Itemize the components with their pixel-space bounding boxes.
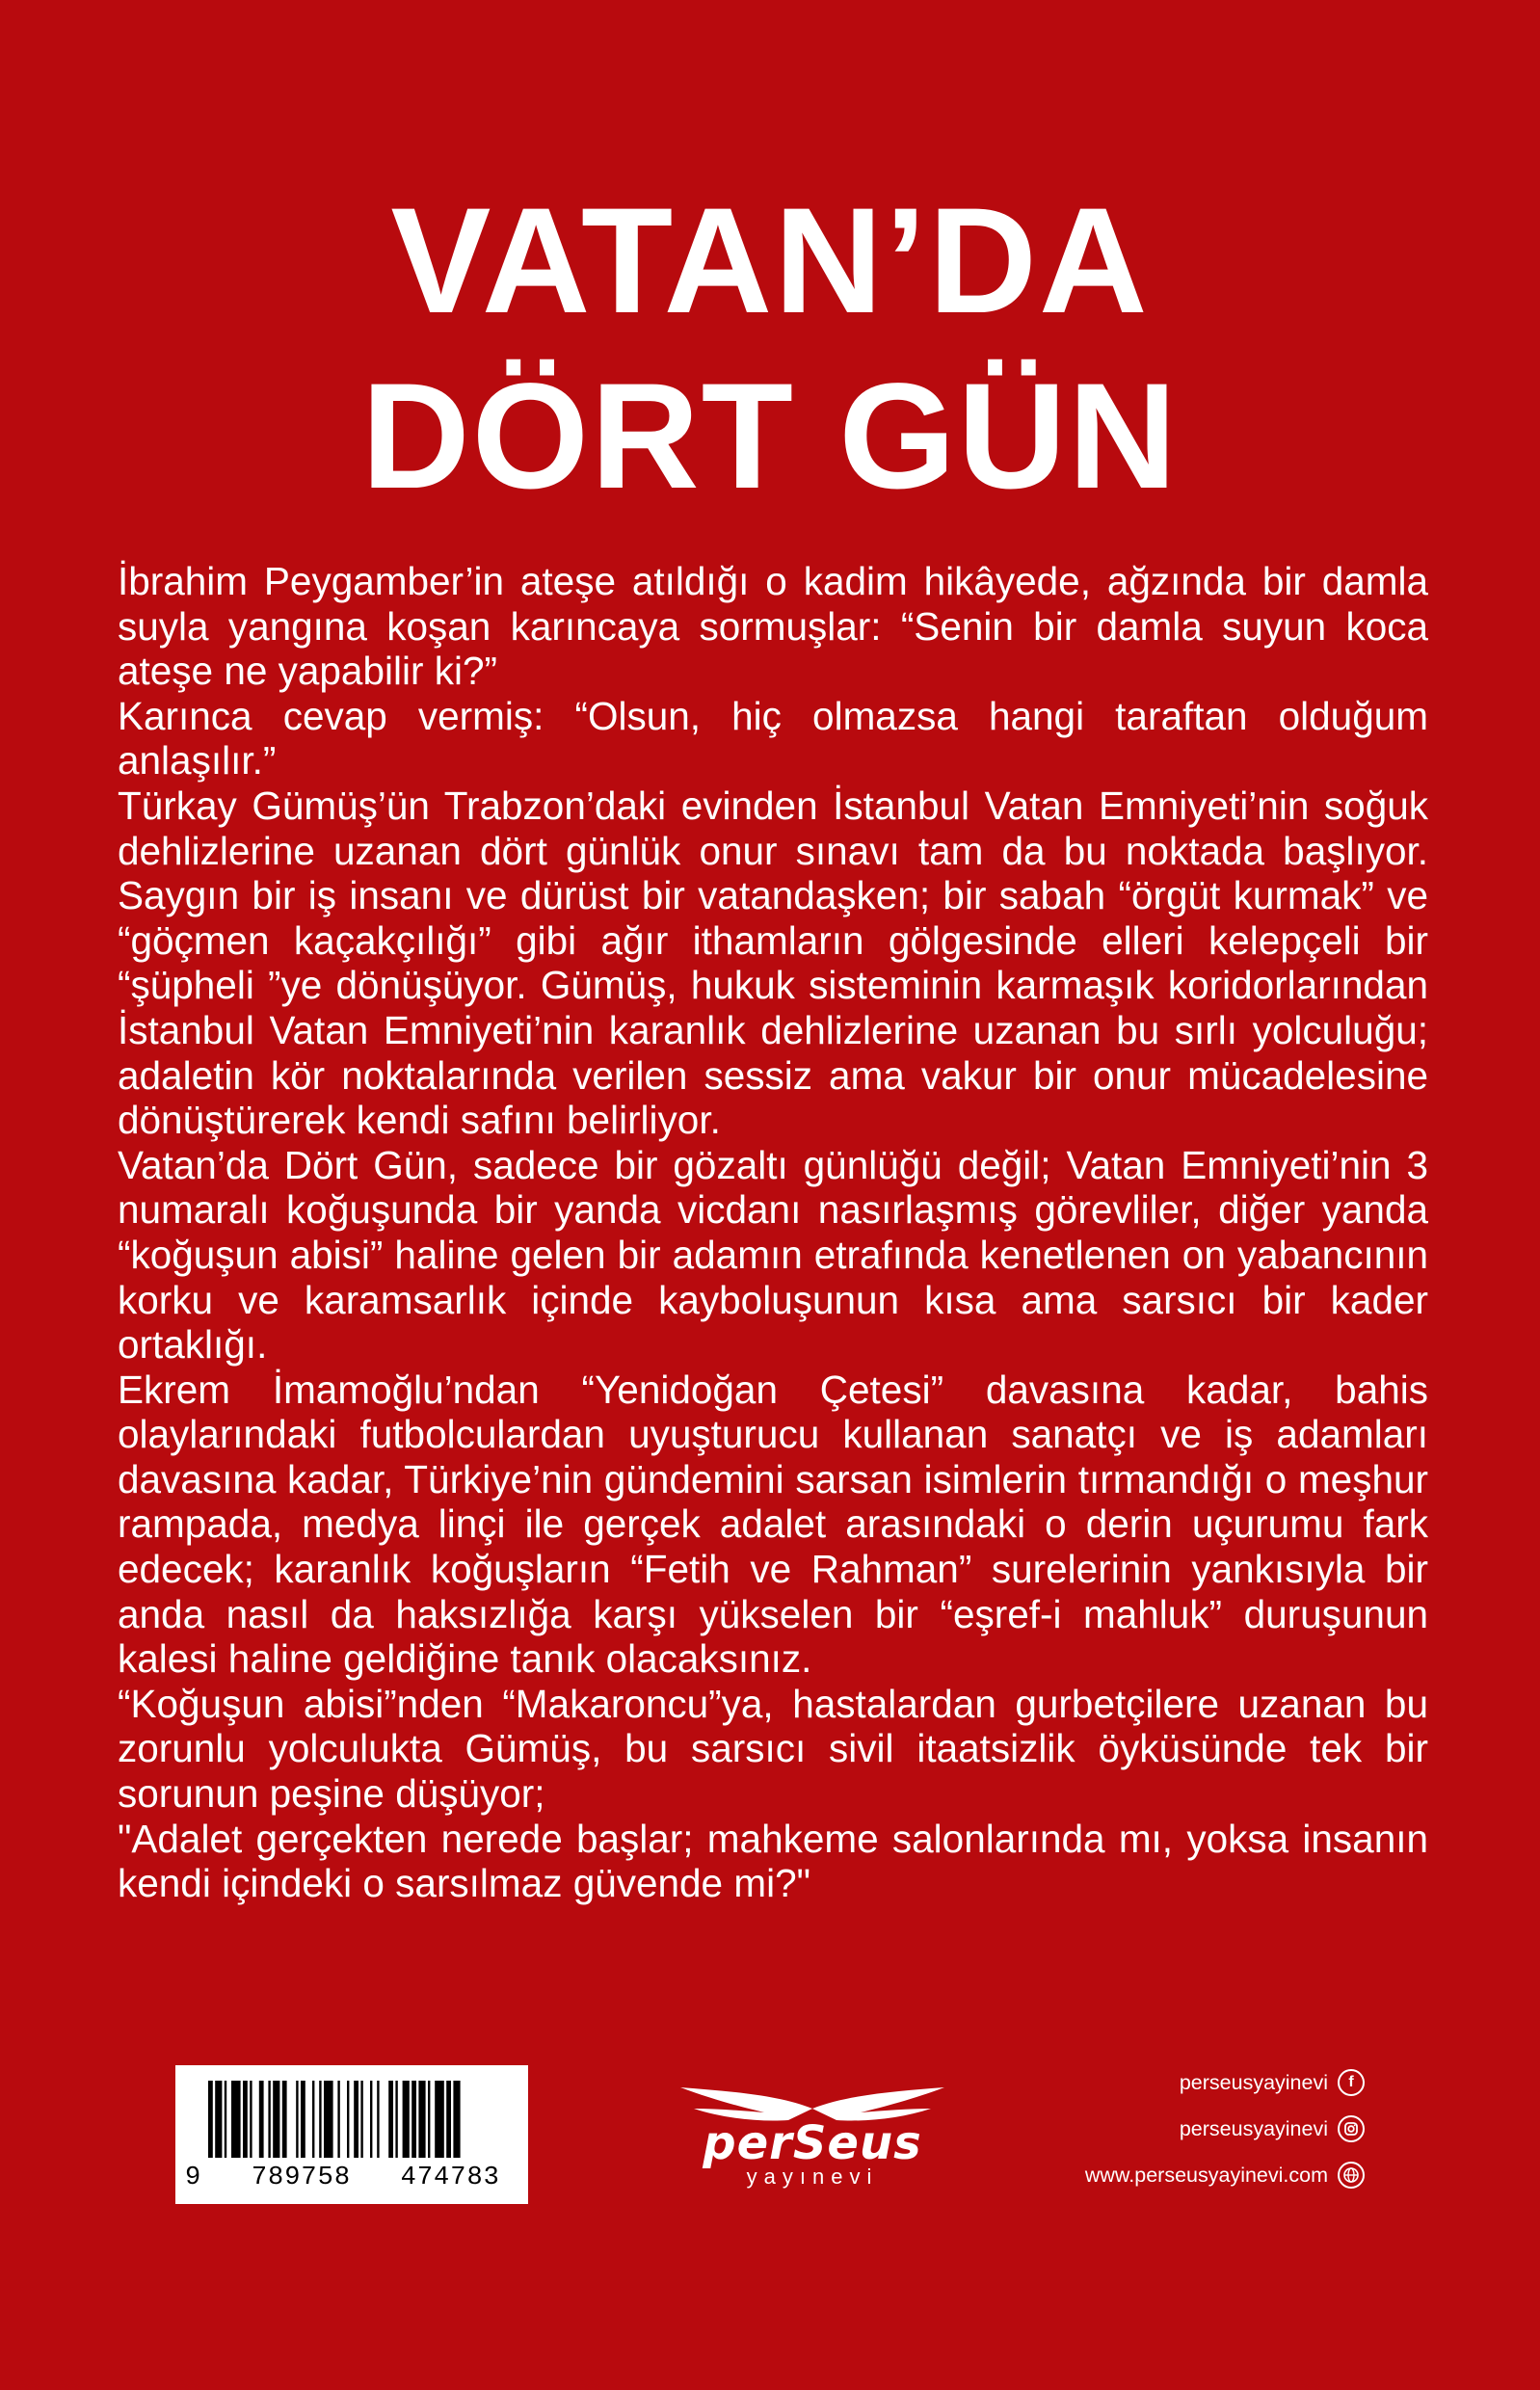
social-instagram[interactable]: [1085, 2109, 1365, 2149]
barcode-bar: [428, 2081, 430, 2158]
barcode-bar: [370, 2081, 372, 2158]
barcode-bar: [324, 2081, 333, 2158]
blurb-paragraph: Vatan’da Dört Gün, sadece bir gözaltı günlüğü değil; Vatan Emniyeti’nin 3 numaralı koğuşunda bir yanda vicdanı nasırlaşmış görevliler, diğer yanda “koğuşun abisi” haline gelen bir adamın etrafında kenetlenen on yabancının korku ve karamsarlık içinde kayboluşunun kısa ama sarsıcı bir kader ortaklığı.: [118, 1142, 1428, 1368]
title-line-1: VATAN’DA: [390, 177, 1150, 345]
barcode-bar: [418, 2081, 425, 2158]
social-website[interactable]: [1085, 2155, 1365, 2195]
barcode-bar: [231, 2081, 241, 2158]
barcode-bar: [225, 2081, 226, 2158]
blurb-quote: "Adalet gerçekten nerede başlar; mahkeme salonlarında mı, yoksa insanın kendi içindeki o sarsılmaz güvende mi?": [118, 1816, 1428, 1906]
blurb-paragraph: “Koğuşun abisi”nden “Makaroncu”ya, hastalardan gurbetçilere uzanan bu zorunlu yolculukta Gümüş, bu sarsıcı sivil itaatsizlik öyküsünde tek bir sorunun peşine düşüyor;: [118, 1681, 1428, 1817]
barcode-bar: [446, 2081, 451, 2158]
barcode-bar: [296, 2081, 298, 2158]
blurb-paragraph: İbrahim Peygamber’in ateşe atıldığı o kadim hikâyede, ağzında bir damla suyla yangına koşan karıncaya sormuşlar: “Senin bir damla suyun koca ateşe ne yapabilir ki?”: [118, 559, 1428, 694]
barcode-bar: [301, 2081, 305, 2158]
barcode-bar: [312, 2081, 314, 2158]
barcode-bar: [412, 2081, 416, 2158]
barcode-bar: [347, 2081, 349, 2158]
barcode-bar: [215, 2081, 222, 2158]
globe-icon: [1338, 2162, 1365, 2189]
barcode-bar: [360, 2081, 362, 2158]
barcode-bar: [243, 2081, 248, 2158]
isbn-group-1: 789758: [251, 2164, 352, 2192]
barcode-bar: [354, 2081, 358, 2158]
barcode-bar: [282, 2081, 287, 2158]
barcode-bar: [453, 2081, 460, 2158]
blurb-text: [118, 559, 1428, 1906]
book-title: [0, 173, 1540, 524]
isbn-first-digit: 9: [185, 2164, 202, 2192]
facebook-icon: f: [1338, 2069, 1365, 2096]
blurb-paragraph: Türkay Gümüş’ün Trabzon’daki evinden İstanbul Vatan Emniyeti’nin soğuk dehlizlerine uzanan dört günlük onur sınavı tam da bu noktada başlıyor. Saygın bir iş insanı ve dürüst bir vatandaşken; bir sabah “örgüt kurmak” ve “göçmen kaçakçılığı” gibi ağır ithamların gölgesinde elleri kelepçeli bir “şüpheli ”ye dönüşüyor. Gümüş, hukuk sisteminin karmaşık koridorlarından İstanbul Vatan Emniyeti’nin karanlık dehlizlerine uzanan bu sırlı yolculuğu; adaletin kör noktalarında verilen sessiz ama vakur bir onur mücadelesine dönüştürerek kendi safını belirliyor.: [118, 783, 1428, 1143]
barcode-bar: [403, 2081, 410, 2158]
isbn-barcode: [175, 2065, 528, 2204]
barcode-bar: [268, 2081, 270, 2158]
isbn-number: [185, 2164, 522, 2192]
barcode-bar: [388, 2081, 393, 2158]
social-facebook[interactable]: [1085, 2062, 1365, 2103]
barcode-bar: [337, 2081, 339, 2158]
social-links: [1085, 2062, 1365, 2201]
website-url[interactable]: www.perseusyayinevi.com: [1084, 2163, 1328, 2187]
publisher-logo: [673, 2082, 952, 2197]
barcode-bar: [259, 2081, 264, 2158]
barcode-bar: [377, 2081, 379, 2158]
barcode-bar: [208, 2081, 213, 2158]
instagram-icon: [1338, 2115, 1365, 2142]
barcode-bar: [319, 2081, 321, 2158]
barcode-bar: [395, 2081, 397, 2158]
title-line-2: DÖRT GÜN: [361, 353, 1179, 520]
instagram-handle[interactable]: perseusyayinevi: [1179, 2116, 1328, 2140]
publisher-logo-subtitle: yayınevi: [746, 2164, 879, 2189]
barcode-bar: [273, 2081, 279, 2158]
publisher-logo-text: perSeus: [703, 2116, 922, 2170]
barcode-bar: [435, 2081, 444, 2158]
blurb-paragraph: Karınca cevap vermiş: “Olsun, hiç olmazsa hangi taraftan olduğum anlaşılır.”: [118, 693, 1428, 783]
barcode-bar: [250, 2081, 252, 2158]
blurb-paragraph: Ekrem İmamoğlu’ndan “Yenidoğan Çetesi” davasına kadar, bahis olaylarındaki futbolculardan uyuşturucu kullanan sanatçı ve iş adamları davasına kadar, Türkiye’nin gündemini sarsan isimlerin tırmandığı o meşhur rampada, medya linçi ile gerçek adalet arasındaki o derin uçurumu fark edecek; karanlık koğuşların “Fetih ve Rahman” surelerinin yankısıyla bir anda nasıl da haksızlığa karşı yükselen bir “eşref-i mahluk” duruşunun kalesi haline geldiğine tanık olacaksınız.: [118, 1367, 1428, 1682]
facebook-handle[interactable]: perseusyayinevi: [1179, 2070, 1328, 2094]
isbn-group-2: 474783: [400, 2164, 500, 2192]
